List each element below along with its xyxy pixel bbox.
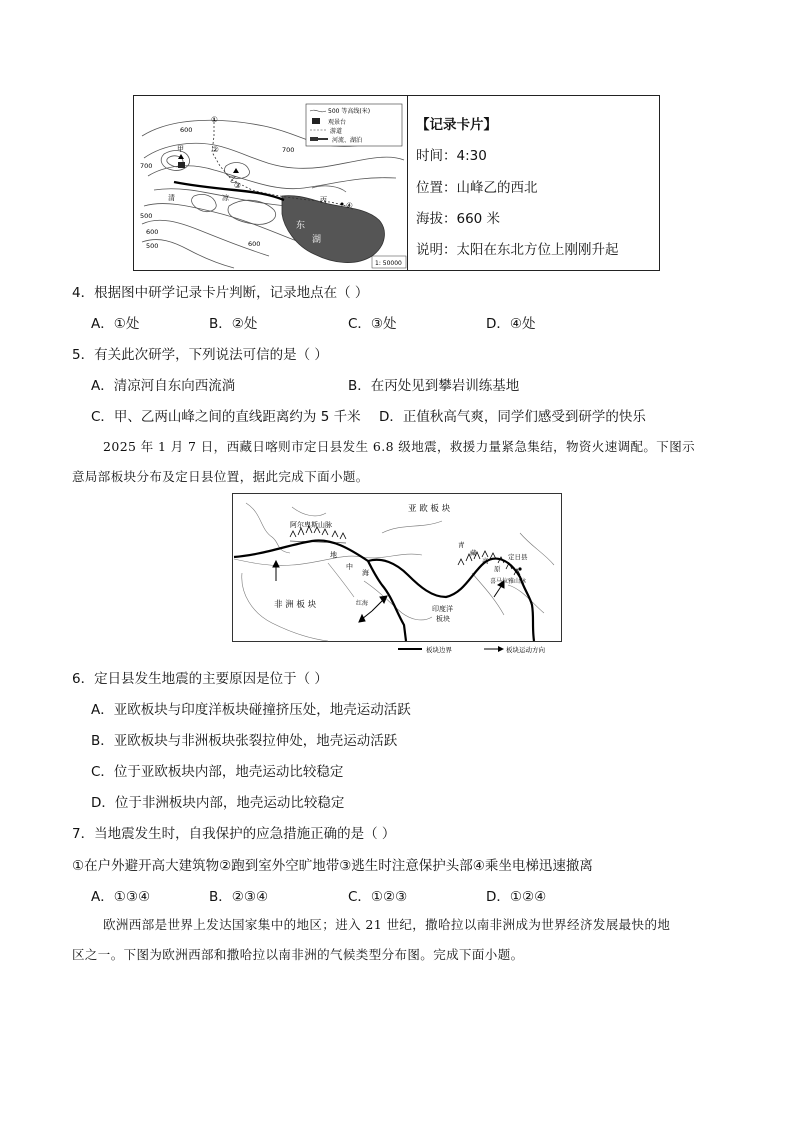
peak-jia-label: 甲 [177, 145, 184, 153]
q4-option-b[interactable]: B．②处 [209, 316, 258, 332]
intro-2-line-2: 区之一。下图为欧洲西部和撒哈拉以南非洲的气候类型分布图。完成下面小题。 [72, 947, 524, 962]
question-5-stem: 5．有关此次研学，下列说法可信的是（ ） [72, 347, 328, 363]
contour-label: 500 [146, 242, 159, 250]
q6-option-a[interactable]: A．亚欧板块与印度洋板块碰撞挤压处，地壳运动活跃 [91, 702, 411, 718]
legend-trail: 游道 [330, 128, 343, 135]
point-bing: 丙 [320, 196, 327, 204]
q5-option-d[interactable]: D．正值秋高气爽，同学们感受到研学的快乐 [379, 409, 646, 425]
q7-option-b[interactable]: B．②③④ [209, 889, 269, 905]
question-7-stem: 7．当地震发生时，自我保护的应急措施正确的是（ ） [72, 826, 396, 842]
peak-yi-icon [233, 168, 239, 173]
label-alps: 阿尔卑斯山脉 [290, 521, 332, 529]
point-2: ② [212, 145, 219, 154]
plate-map [232, 493, 562, 655]
label-himalaya: 喜马拉雅山脉 [490, 578, 527, 585]
record-card-title: 【记录卡片】 [416, 117, 497, 133]
question-4-stem: 4．根据图中研学记录卡片判断，记录地点在（ ） [72, 285, 369, 301]
intro-1-line-2: 意局部板块分布及定日县位置，据此完成下面小题。 [72, 469, 369, 484]
contour-label: 600 [248, 240, 261, 248]
question-6-stem: 6．定日县发生地震的主要原因是位于（ ） [72, 671, 328, 687]
q5-option-b[interactable]: B．在丙处见到攀岩训练基地 [348, 378, 520, 394]
q6-option-d[interactable]: D．位于非洲板块内部，地壳运动比较稳定 [91, 795, 345, 811]
record-card-time: 时间：4:30 [416, 148, 487, 164]
point-4: ④ [346, 201, 353, 210]
legend-contour: 500 等高线(米) [328, 108, 371, 115]
label-zang: 藏 [470, 549, 477, 557]
label-indian-plate-2: 板块 [436, 615, 450, 623]
contour-label: 700 [282, 146, 295, 154]
q4-option-c[interactable]: C．③处 [348, 316, 397, 332]
q5-option-a[interactable]: A．清凉河自东向西流淌 [91, 378, 236, 394]
topographic-map [134, 96, 408, 270]
peak-yi-label: 乙 [230, 176, 237, 184]
intro-1-line-1: 2025 年 1 月 7 日，西藏日喀则市定日县发生 6.8 级地震，救援力量紧急集结，物资火速调配。下图示 [103, 439, 696, 454]
label-red-sea: 红海 [356, 600, 369, 607]
dingri-marker [518, 567, 521, 570]
label-african-plate: 非 洲 板 块 [274, 600, 317, 610]
viewpoint-icon [178, 162, 185, 168]
question-7-measures: ①在户外避开高大建筑物②跑到室外空旷地带③逃生时注意保护头部④乘坐电梯迅速撤离 [72, 858, 593, 874]
q7-option-c[interactable]: C．①②③ [348, 889, 408, 905]
plate-map-svg [232, 493, 562, 655]
q7-option-d[interactable]: D．①②④ [486, 889, 547, 905]
lake-label-2: 湖 [312, 235, 322, 245]
figure-table [133, 95, 660, 271]
point-3: ③ [234, 181, 241, 190]
label-dingri: 定日县 [508, 553, 528, 561]
river-label-1: 清 [168, 194, 175, 202]
label-gao: 高 [482, 557, 489, 565]
q7-option-a[interactable]: A．①③④ [91, 889, 151, 905]
contour-label: 600 [180, 126, 193, 134]
label-qing: 青 [458, 541, 465, 549]
legend-river-lake: 河流、湖泊 [332, 137, 363, 144]
contour-label: 500 [140, 212, 153, 220]
label-eurasian-plate: 亚 欧 板 块 [408, 504, 451, 514]
point-1: ① [211, 115, 218, 124]
q4-option-a[interactable]: A．①处 [91, 316, 140, 332]
river-label-2: 凉 [222, 194, 229, 202]
record-card-location: 位置：山峰乙的西北 [416, 180, 538, 196]
label-med-1: 地 [330, 551, 337, 559]
label-yuan: 原 [494, 565, 501, 573]
intro-2-line-1: 欧洲西部是世界上发达国家集中的地区；进入 21 世纪，撒哈拉以南非洲成为世界经济发展最快的地 [103, 917, 671, 932]
label-med-2: 中 [346, 563, 353, 571]
lake-label-1: 东 [296, 221, 306, 231]
contour-label: 700 [140, 162, 153, 170]
label-med-3: 海 [362, 569, 369, 577]
legend-motion: 板块运动方向 [506, 646, 545, 654]
topo-map-svg [134, 96, 407, 270]
map-scale: 1: 50000 [375, 260, 402, 267]
record-card-elevation: 海拔：660 米 [416, 211, 501, 227]
record-card-note: 说明：太阳在东北方位上刚刚升起 [416, 242, 619, 258]
q6-option-c[interactable]: C．位于亚欧板块内部，地壳运动比较稳定 [91, 764, 344, 780]
q5-option-c[interactable]: C．甲、乙两山峰之间的直线距离约为 5 千米 [91, 409, 361, 425]
q6-option-b[interactable]: B．亚欧板块与非洲板块张裂拉伸处，地壳运动活跃 [91, 733, 398, 749]
label-indian-plate-1: 印度洋 [432, 605, 453, 613]
legend-boundary: 板块边界 [426, 646, 452, 654]
q4-option-d[interactable]: D．④处 [486, 316, 536, 332]
contour-label: 600 [146, 228, 159, 236]
legend-viewpoint: 观景台 [328, 119, 347, 126]
record-card [408, 96, 659, 270]
